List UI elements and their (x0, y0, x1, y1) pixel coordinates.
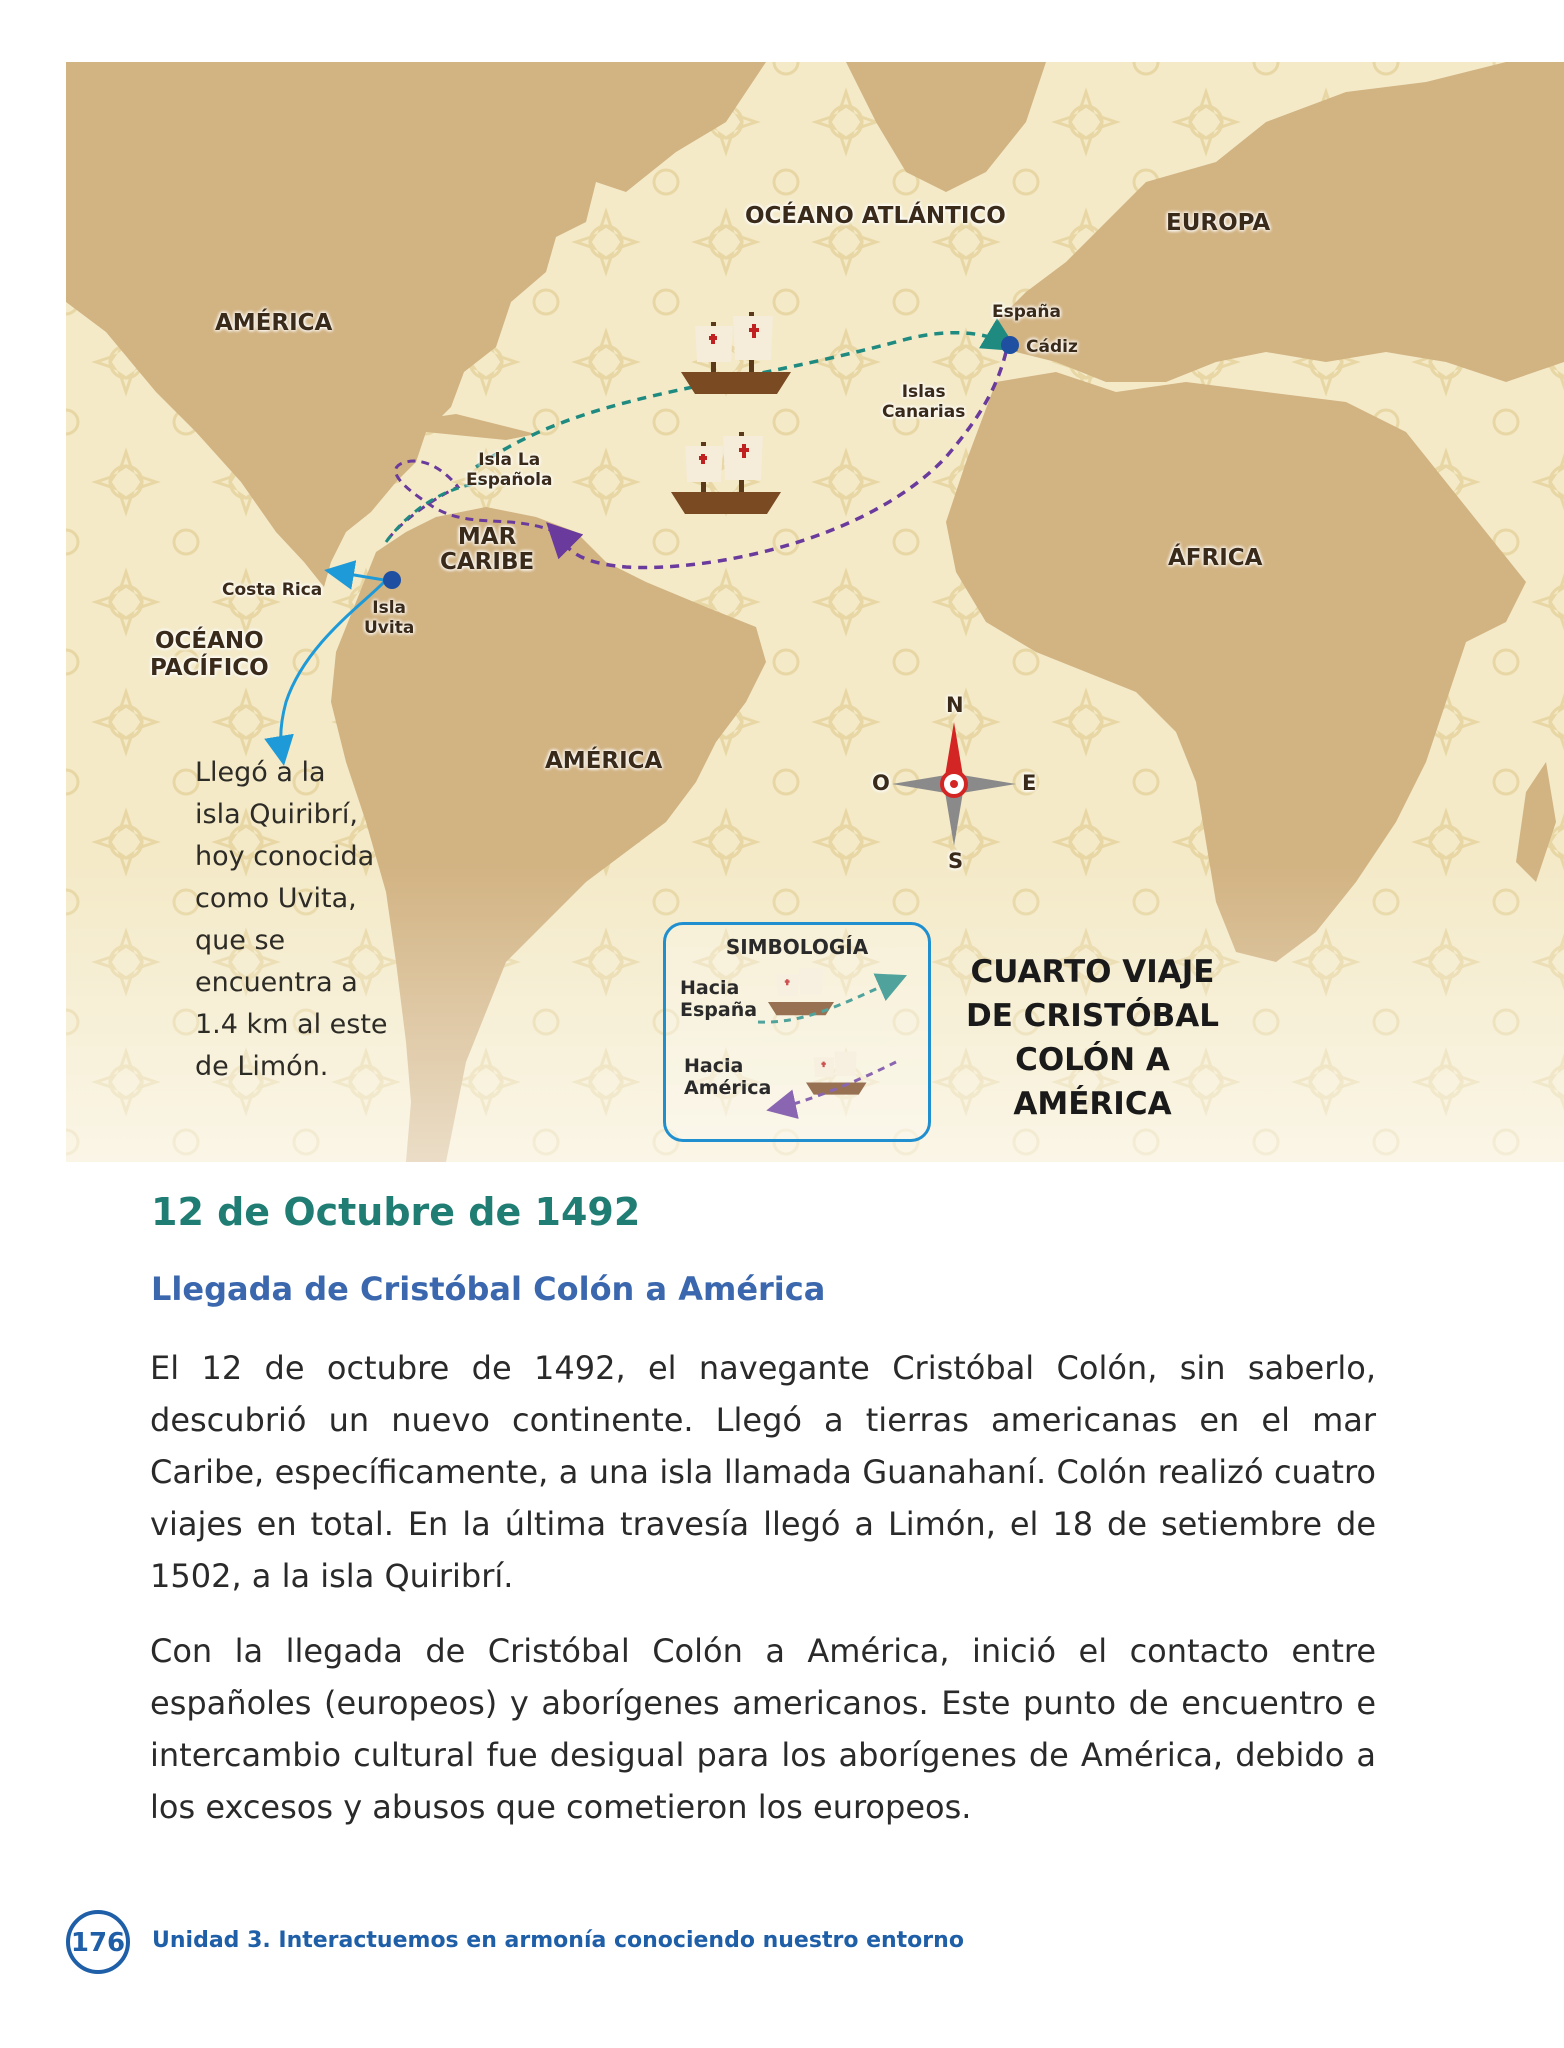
cadiz-dot (1001, 336, 1019, 354)
isla-uvita-label: Isla Uvita (364, 598, 415, 639)
cadiz-label: Cádiz (1026, 337, 1078, 357)
quiribri-note: Llegó a la isla Quiribrí, hoy conocida como Uvita, que se encuentra a 1.4 km al este de Limón. (195, 757, 388, 1082)
spain-label: España (992, 302, 1061, 322)
map-legend (663, 922, 931, 1142)
atlantic-ocean-label: OCÉANO ATLÁNTICO (745, 203, 1006, 229)
legend-to-america-label: Hacia América (684, 1055, 772, 1099)
africa-label: ÁFRICA (1168, 545, 1263, 571)
hispaniola-label: Isla La Española (466, 450, 553, 491)
compass-north-label: N (946, 693, 964, 717)
compass-east-label: E (1022, 771, 1037, 795)
compass-west-label: O (872, 771, 890, 795)
south-america-label: AMÉRICA (545, 748, 663, 774)
pacific-ocean-label: OCÉANO PACÍFICO (150, 628, 269, 682)
section-subheading: Llegada de Cristóbal Colón a América (151, 1270, 826, 1308)
costa-rica-label: Costa Rica (222, 580, 323, 600)
legend-to-spain-label: Hacia España (680, 977, 758, 1021)
legend-title: SIMBOLOGÍA (725, 935, 869, 959)
compass-south-label: S (948, 849, 964, 873)
europe-label: EUROPA (1166, 210, 1271, 236)
north-america-label: AMÉRICA (215, 310, 333, 336)
paragraph-first: El 12 de octubre de 1492, el navegante Cristóbal Colón, sin saberlo, descubrió un nuevo continente. Llegó a tierras americanas en el mar Caribe, específicamente, a una isla llamada Guanahaní. Colón realizó cuatro viajes en total. En la última travesía llegó a Limón, el 18 de setiembre de 1502, a la isla Quiribrí. (150, 1349, 1376, 1595)
caribbean-sea-label: MAR CARIBE (440, 524, 535, 576)
page-number-badge (66, 1910, 130, 1974)
date-heading: 12 de Octubre de 1492 (151, 1190, 641, 1234)
isla-uvita-dot (383, 571, 401, 589)
unit-title: Unidad 3. Interactuemos en armonía conociendo nuestro entorno (152, 1928, 964, 1953)
canary-islands-label: Islas Canarias (882, 382, 966, 423)
page-number: 176 (70, 1928, 126, 1958)
paragraph-second: Con la llegada de Cristóbal Colón a América, inició el contacto entre españoles (europeos) y aborígenes americanos. Este punto de encuentro e intercambio cultural fue desigual para los aborígenes de América, debido a los excesos y abusos que cometieron los europeos. (150, 1632, 1376, 1826)
map-title: CUARTO VIAJE DE CRISTÓBAL COLÓN A AMÉRICA (965, 954, 1220, 1122)
